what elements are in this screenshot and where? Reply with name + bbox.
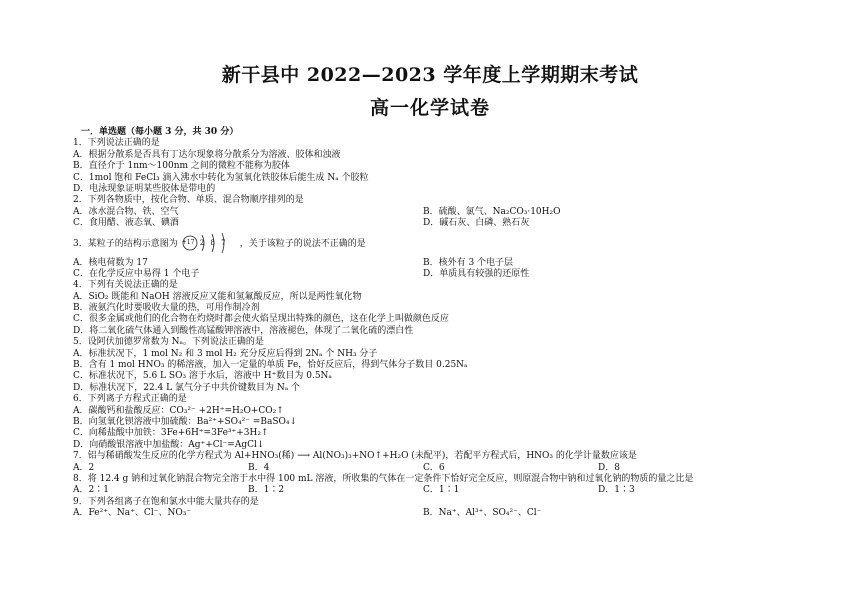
question-4-option-b: B．液氨汽化时要吸收大量的热，可用作制冷剂 <box>73 303 260 314</box>
question-7-option-d: D．8 <box>598 462 620 473</box>
question-3-row-2 <box>73 269 813 280</box>
electron-shells: 2 8 7 <box>199 239 228 248</box>
exam-title: 新干县中 2022—2023 学年度上学期期末考试 <box>221 64 639 86</box>
question-1-option-a: A．根据分散系是否具有丁达尔现象将分散系分为溶液、胶体和浊液 <box>73 149 341 160</box>
question-6-stem: 6．下列离子方程式正确的是 <box>73 394 187 405</box>
exam-body <box>73 127 813 520</box>
question-6-option-a: A．碳酸钙和盐酸反应：CO₃²⁻ +2H⁺=H₂O+CO₂↑ <box>73 405 284 416</box>
question-2-row-1 <box>73 207 813 218</box>
question-7-stem: 7．铝与稀硝酸发生反应的化学方程式为 Al+HNO₃(稀) ⟶ Al(NO₃)₃+NO↑+H₂O (未配平)，若配平方程式后，HNO₃ 的化学计量数应该是 <box>73 451 637 462</box>
question-5-option-a: A．标准状况下，1 mol N₂ 和 3 mol H₂ 充分反应后得到 2Nₐ 个 NH₃ 分子 <box>73 348 378 359</box>
question-1-option-b: B．直径介于 1nm～100nm 之间的微粒不能称为胶体 <box>73 161 290 172</box>
question-2-option-c: C．食用醋、液态氧、碘酒 <box>73 218 179 229</box>
nucleus-charge: +17 <box>181 239 195 247</box>
question-1-stem: 1．下列说法正确的是 <box>73 138 160 149</box>
question-8-option-c: C．1∶1 <box>423 485 460 496</box>
question-7-option-a: A．2 <box>73 462 95 473</box>
question-2-row-2 <box>73 218 813 229</box>
question-2-stem: 2．下列各物质中，按化合物、单质、混合物顺序排列的是 <box>73 195 304 206</box>
question-4-stem: 4．下列有关说法正确的是 <box>73 280 178 291</box>
question-6-option-c: C．向稀盐酸中加铁：3Fe+6H⁺=3Fe³⁺+3H₂↑ <box>73 428 269 439</box>
question-3-row-1 <box>73 258 813 269</box>
question-5-stem: 5．设阿伏加德罗常数为 Nₐ。下列说法正确的是 <box>73 337 264 348</box>
question-2-option-a: A．冰水混合物、铁、空气 <box>73 206 179 217</box>
question-4-option-a: A．SiO₂ 既能和 NaOH 溶液反应又能和氢氟酸反应，所以是两性氧化物 <box>73 291 362 302</box>
question-9-option-b: B．Na⁺、Al³⁺、SO₄²⁻、Cl⁻ <box>423 508 542 519</box>
question-2-option-d: D．碱石灰、白磷、熟石灰 <box>423 218 530 229</box>
question-6-option-b: B．向氢氧化钡溶液中加硫酸：Ba²⁺+SO₄²⁻ =BaSO₄↓ <box>73 416 298 427</box>
exam-subtitle: 高一化学试卷 <box>369 97 490 119</box>
question-2-option-b: B．硫酸、氯气、Na₂CO₃·10H₂O <box>423 206 561 217</box>
question-7-options <box>73 463 813 474</box>
question-3-option-c: C．在化学反应中易得 1 个电子 <box>73 268 200 279</box>
section-heading: 一．单选题（每小题 3 分，共 30 分） <box>81 127 239 137</box>
question-7-option-c: C．6 <box>423 462 445 473</box>
question-9-option-a: A．Fe²⁺、Na⁺、Cl⁻、NO₃⁻ <box>73 508 192 519</box>
question-3-option-a: A．核电荷数为 17 <box>73 257 148 268</box>
question-5-option-d: D．标准状况下，22.4 L 氯气分子中共价键数目为 Nₐ 个 <box>73 382 301 393</box>
question-3-option-d: D．单质具有较强的还原性 <box>423 268 530 279</box>
question-9-row-1 <box>73 508 813 519</box>
question-3-stem <box>73 230 813 258</box>
question-4-option-c: C．很多金属或他们的化合物在灼烧时都会使火焰呈现出特殊的颜色，这在化学上叫做颜色反应 <box>73 314 449 325</box>
atomic-structure-diagram <box>178 231 240 255</box>
question-1-option-d: D．电泳现象证明某些胶体是带电的 <box>73 183 216 194</box>
question-8-options <box>73 485 813 496</box>
question-8-option-b: B．1∶2 <box>248 485 285 496</box>
question-7-option-b: B．4 <box>248 462 270 473</box>
question-9-stem: 9．下列各组离子在饱和氯水中能大量共存的是 <box>73 496 259 507</box>
question-5-option-b: B．含有 1 mol HNO₃ 的稀溶液，加入一定量的单质 Fe，恰好反应后，得到气体分子数目 0.25Nₐ <box>73 360 468 371</box>
question-5-option-c: C．标准状况下，5.6 L SO₃ 溶于水后，溶液中 H⁺数目为 0.5Nₐ <box>73 371 332 382</box>
question-8-option-d: D．1∶3 <box>598 485 635 496</box>
question-6-option-d: D．向硝酸银溶液中加盐酸：Ag⁺+Cl⁻=AgCl↓ <box>73 439 265 450</box>
question-1-option-c: C．1mol 饱和 FeCl₃ 滴入沸水中转化为氢氧化铁胶体后能生成 Nₐ 个胶粒 <box>73 172 369 183</box>
question-3-stem-before: 3．某粒子的结构示意图为 <box>73 238 178 249</box>
question-8-option-a: A．2∶1 <box>73 485 109 496</box>
question-3-option-b: B．核外有 3 个电子层 <box>423 257 514 268</box>
question-3-stem-after: ，关于该粒子的说法不正确的是 <box>239 238 366 249</box>
question-4-option-d: D．将二氧化硫气体通入到酸性高锰酸钾溶液中，溶液褪色，体现了二氧化硫的漂白性 <box>73 325 414 336</box>
question-8-stem: 8．将 12.4 g 钠和过氧化钠混合物完全溶于水中得 100 mL 溶液，所收集的气体在一定条件下恰好完全反应，则原混合物中钠和过氧化钠的物质的量之比是 <box>73 473 694 484</box>
